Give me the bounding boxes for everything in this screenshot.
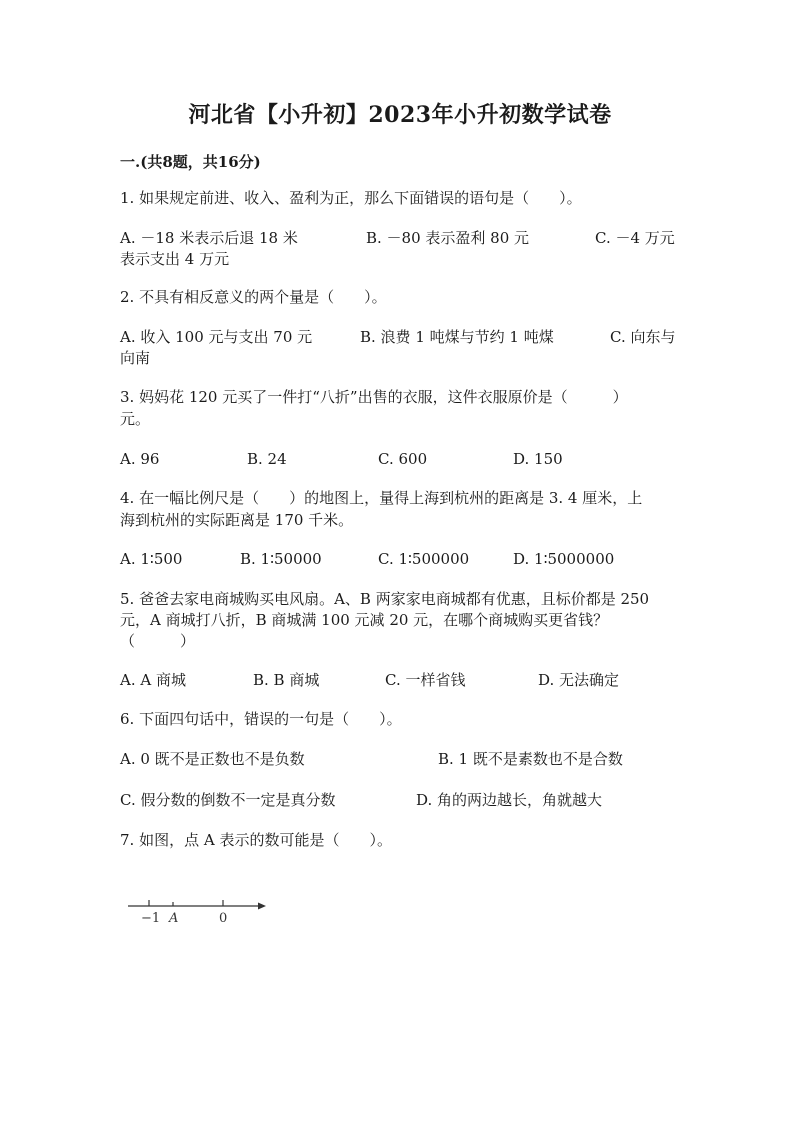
question-1-option-c: C. －4 万元 bbox=[595, 229, 675, 247]
question-2-stem: 2. 不具有相反意义的两个量是（ ）。 bbox=[120, 288, 387, 306]
question-5-option-c: C. 一样省钱 bbox=[385, 671, 466, 689]
question-5-option-d: D. 无法确定 bbox=[538, 671, 620, 689]
question-3-option-b: B. 24 bbox=[247, 450, 287, 468]
question-4-option-b: B. 1∶50000 bbox=[240, 550, 322, 568]
question-5-stem-line-1: 5. 爸爸去家电商城购买电风扇。A、B 两家家电商城都有优惠，且标价都是 250 bbox=[120, 590, 650, 608]
page-title: 河北省【小升初】2023年小升初数学试卷 bbox=[188, 102, 612, 128]
question-3-stem-line-1: 3. 妈妈花 120 元买了一件打“八折”出售的衣服，这件衣服原价是（ ） bbox=[120, 388, 628, 406]
number-line-arrow-icon bbox=[258, 903, 266, 910]
question-4-stem-line-1: 4. 在一幅比例尺是（ ）的地图上，量得上海到杭州的距离是 3. 4 厘米，上 bbox=[120, 489, 643, 507]
question-6-stem: 6. 下面四句话中，错误的一句是（ ）。 bbox=[120, 710, 402, 728]
question-5-stem-line-2: 元，A 商城打八折，B 商城满 100 元减 20 元，在哪个商城购买更省钱？ bbox=[120, 611, 609, 629]
question-3-option-a: A. 96 bbox=[120, 450, 160, 468]
question-4-option-a: A. 1∶500 bbox=[120, 550, 183, 568]
question-6-option-d: D. 角的两边越长，角就越大 bbox=[416, 791, 603, 809]
question-4-stem-line-2: 海到杭州的实际距离是 170 千米。 bbox=[120, 511, 354, 529]
question-5-stem-line-3: （ ） bbox=[120, 632, 196, 650]
question-3-option-c: C. 600 bbox=[378, 450, 428, 468]
label-a: A bbox=[169, 911, 179, 926]
question-6-option-b: B. 1 既不是素数也不是合数 bbox=[438, 750, 623, 768]
label-neg1: −1 bbox=[141, 911, 161, 926]
question-2-option-b: B. 浪费 1 吨煤与节约 1 吨煤 bbox=[360, 328, 554, 346]
question-4-option-d: D. 1∶5000000 bbox=[513, 550, 615, 568]
question-3-stem-line-2: 元。 bbox=[120, 410, 151, 428]
section-heading: 一.(共8题，共16分) bbox=[120, 153, 261, 171]
question-1-option-b: B. －80 表示盈利 80 元 bbox=[366, 229, 530, 247]
question-2-option-c-continued: 向南 bbox=[120, 349, 151, 367]
question-1-stem: 1. 如果规定前进、收入、盈利为正，那么下面错误的语句是（ ）。 bbox=[120, 189, 582, 207]
question-7-stem: 7. 如图，点 A 表示的数可能是（ ）。 bbox=[120, 831, 392, 849]
question-2-option-c: C. 向东与 bbox=[610, 328, 676, 346]
question-4-option-c: C. 1∶500000 bbox=[378, 550, 470, 568]
question-5-option-b: B. B 商城 bbox=[253, 671, 320, 689]
question-1-option-c-continued: 表示支出 4 万元 bbox=[120, 250, 230, 268]
number-line-figure bbox=[126, 890, 276, 930]
question-6-option-c: C. 假分数的倒数不一定是真分数 bbox=[120, 791, 336, 809]
question-5-option-a: A. A 商城 bbox=[120, 671, 186, 689]
question-2-option-a: A. 收入 100 元与支出 70 元 bbox=[120, 328, 313, 346]
question-1-option-a: A. －18 米表示后退 18 米 bbox=[120, 229, 298, 247]
question-3-option-d: D. 150 bbox=[513, 450, 563, 468]
question-6-option-a: A. 0 既不是正数也不是负数 bbox=[120, 750, 305, 768]
label-zero: 0 bbox=[219, 911, 228, 926]
